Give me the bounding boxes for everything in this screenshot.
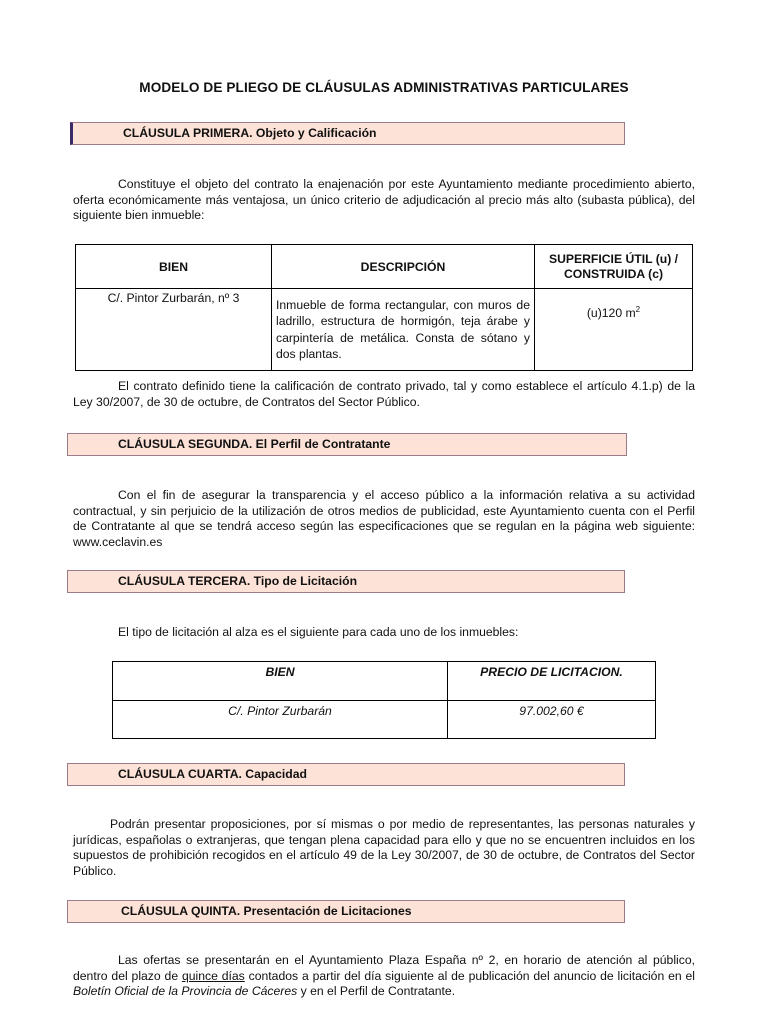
clause4-paragraph: Podrán presentar proposiciones, por sí mismas o por medio de representantes, las personas naturales y jurídicas, españolas o extranjeras, que tengan plena capacidad para ello y que no se encuentren incluidos en los supuestos de prohibición recogidos en el artículo 49 de la Ley 30/2007, de 30 de octubre, de Contratos del Sector Público. [73, 817, 695, 878]
table-row [113, 701, 656, 739]
cell-precio: 97.002,60 € [448, 701, 656, 739]
clause1-paragraph-2: El contrato definido tiene la calificación de contrato privado, tal y como establece el artículo 4.1.p) de la Ley 30/2007, de 30 de octubre, de Contratos del Sector Público. [73, 379, 695, 409]
cell-descripcion: Inmueble de forma rectangular, con muros de ladrillo, estructura de hormigón, teja árabe y carpintería de metálica. Consta de sótano y dos plantas. [272, 289, 535, 371]
clause-heading-tercera [67, 570, 625, 593]
table-header-row [113, 662, 656, 701]
page-title: MODELO DE PLIEGO DE CLÁUSULAS ADMINISTRATIVAS PARTICULARES [139, 80, 629, 95]
clause5-bulletin: Boletín Oficial de la Provincia de Cáceres [73, 984, 298, 999]
header-precio: PRECIO DE LICITACION. [448, 662, 656, 701]
header-superficie: SUPERFICIE ÚTIL (u) / CONSTRUIDA (c) [535, 245, 693, 289]
clause-heading-cuarta [67, 763, 625, 786]
superficie-value: (u)120 m [586, 306, 636, 321]
table-row [76, 289, 693, 371]
header-bien: BIEN [76, 245, 272, 289]
superficie-superscript: 2 [635, 305, 641, 314]
header-descripcion: DESCRIPCIÓN [272, 245, 535, 289]
clause-heading-label: CLÁUSULA QUINTA. Presentación de Licitaciones [121, 904, 412, 918]
clause2-paragraph: Con el fin de asegurar la transparencia y el acceso público a la información relativa a su actividad contractual, y sin perjuicio de la utilización de otros medios de publicidad, este Ayuntamiento cuenta con el Perfil de Contratante al que se tendrá acceso según las especificaciones que se regulan en la página web siguiente: www.ceclavin.es [73, 488, 695, 549]
clause5-deadline: quince días [181, 968, 245, 983]
clause5-paragraph [73, 953, 695, 1000]
clause-heading-label: CLÁUSULA SEGUNDA. El Perfil de Contratante [118, 437, 391, 451]
clause-heading-label: CLÁUSULA CUARTA. Capacidad [118, 767, 307, 781]
clause-heading-quinta [67, 900, 625, 923]
header-bien: BIEN [113, 662, 448, 701]
clause5-text-c: y en el Perfil de Contratante. [297, 984, 456, 999]
clause5-text-b: contados a partir del día siguiente al de publicación del anuncio de licitación en el [244, 968, 696, 983]
property-table [75, 244, 693, 371]
cell-bien: C/. Pintor Zurbarán, nº 3 [76, 289, 272, 371]
clause-heading-primera [70, 122, 625, 145]
price-table [112, 661, 656, 739]
table-header-row [76, 245, 693, 289]
clause3-paragraph: El tipo de licitación al alza es el siguiente para cada uno de los inmuebles: [118, 625, 519, 639]
clause-heading-segunda [67, 433, 627, 456]
clause-heading-label: CLÁUSULA PRIMERA. Objeto y Calificación [123, 126, 377, 140]
clause1-paragraph: Constituye el objeto del contrato la enajenación por este Ayuntamiento mediante procedimiento abierto, oferta económicamente más ventajosa, un único criterio de adjudicación al precio más alto (subasta pública), del siguiente bien inmueble: [73, 177, 695, 223]
clause-heading-label: CLÁUSULA TERCERA. Tipo de Licitación [118, 574, 358, 588]
clause5-text-a: Las ofertas se presentarán en el Ayuntamiento Plaza España nº 2, en horario de atención al público, dentro del plazo de [73, 953, 695, 983]
cell-superficie [535, 289, 693, 371]
cell-bien: C/. Pintor Zurbarán [113, 701, 448, 739]
